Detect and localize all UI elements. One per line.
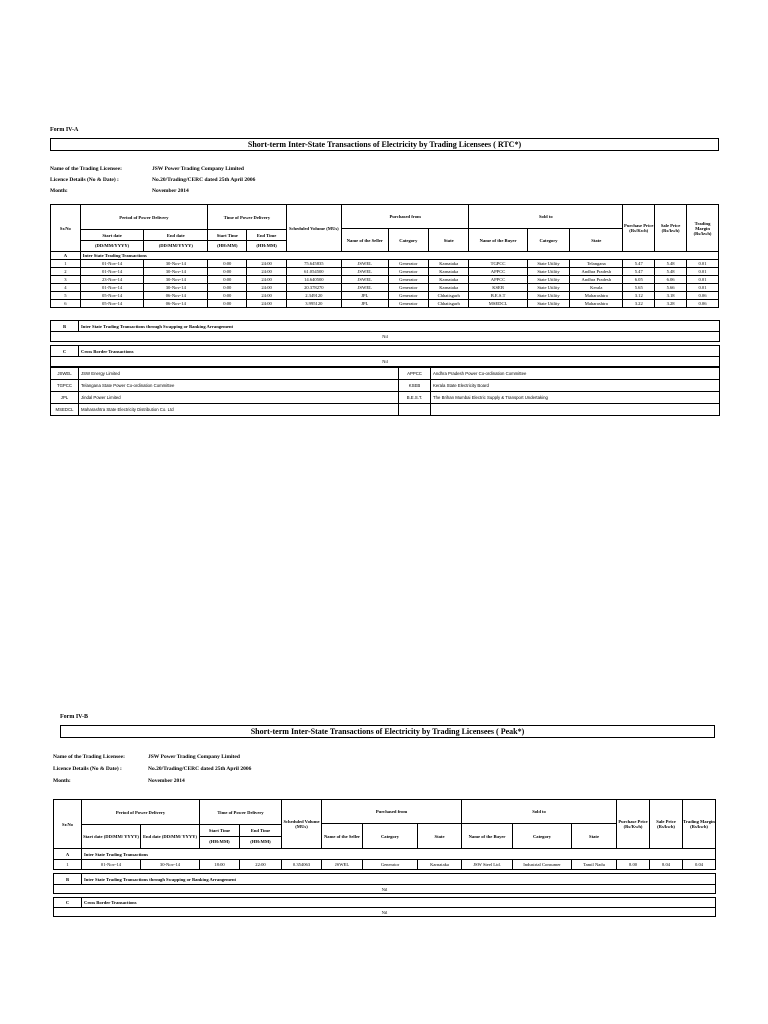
cell-purchase-price: 8.00 [617, 860, 650, 870]
cell-end-date: 30-Nov-14 [144, 284, 208, 292]
cell-sale-price: 5.48 [655, 260, 687, 268]
abbr-code: JSWEL [51, 368, 79, 380]
cell-start-time: 0:00 [208, 284, 247, 292]
header-category-2: Category [513, 824, 572, 849]
cell-end-date: 06-Nov-14 [144, 300, 208, 308]
cell-buyer-name: MSEDCL [469, 300, 527, 308]
cell-buyer-category: Industrial Consumer [513, 860, 572, 870]
header-sold-to: Sold to [469, 205, 623, 229]
cell-start-date: 05-Nov-14 [80, 292, 144, 300]
abbreviation-table [50, 367, 720, 416]
cell-sale-price: 3.18 [655, 292, 687, 300]
cell-trading-margin: 0.01 [687, 284, 719, 292]
cell-seller-name: JPL [341, 300, 388, 308]
cell-seller-category: Generator [388, 276, 428, 284]
cell-trading-margin: 0.04 [683, 860, 716, 870]
cell-buyer-name: KSEB [469, 284, 527, 292]
form-b-id: Form IV-B [60, 714, 89, 720]
cell-scheduled-volume: 14.640500 [286, 276, 341, 284]
info-label: Licence Details (No & Date) : [50, 177, 119, 183]
header-sr-no: Sr.No [54, 800, 82, 849]
cell-end-date: 06-Nov-14 [144, 292, 208, 300]
section-a-label: Inter State Trading Transactions [82, 849, 716, 860]
cell-buyer-state: Tamil Nadu [572, 860, 617, 870]
section-b-nil: Nil [51, 332, 720, 342]
info-label: Licence Details (No & Date) : [53, 766, 122, 772]
header-seller-name: Name of the Seller [341, 229, 388, 252]
info-value: November 2014 [152, 188, 189, 194]
header-end-date: End date (DD/MM/ YYYY) [141, 825, 200, 849]
header-start-time [208, 230, 247, 252]
cell-end-time: 24:00 [247, 260, 286, 268]
start-time-format: (HH:MM) [208, 240, 246, 250]
cell-start-date: 01-Nov-14 [80, 260, 144, 268]
cell-seller-state: Karnataka [429, 268, 469, 276]
cell-buyer-category: State Utility [527, 300, 569, 308]
section-b-id: B [51, 321, 79, 332]
header-purchase-price: Purchase Price (Rs/Kwh) [623, 205, 655, 252]
cell-seller-name: JSWEL [341, 268, 388, 276]
abbr-code: JPL [51, 392, 79, 404]
form-a-rows [51, 260, 719, 308]
header-buyer-name: Name of the Buyer [469, 229, 527, 252]
end-time-format: (HH:MM) [247, 240, 285, 250]
abbr-meaning: Jindal Power Limited [79, 392, 399, 404]
section-c-nil: Nil [54, 908, 716, 917]
cell-end-time: 22:00 [240, 860, 282, 870]
abbr-code: APPCC [399, 368, 431, 380]
cell-seller-category: Generator [388, 284, 428, 292]
info-value: JSW Power Trading Company Limited [152, 166, 244, 172]
form-b-rows [54, 860, 716, 870]
info-label: Month: [50, 188, 68, 194]
form-a-section-b [50, 320, 720, 342]
cell-buyer-name: APPCC [469, 268, 527, 276]
cell-start-date: 01-Nov-14 [82, 860, 141, 870]
cell-trading-margin: 0.01 [687, 276, 719, 284]
end-time-label: End Time [256, 233, 277, 238]
form-b-title: Short-term Inter-State Transactions of Electricity by Trading Licensees ( Peak*) [60, 725, 715, 738]
abbr-meaning: Andhra Pradesh Power Co-ordination Committee [431, 368, 720, 380]
cell-start-date: 01-Nov-14 [80, 284, 144, 292]
header-category-2: Category [527, 229, 569, 252]
table-row [51, 292, 719, 300]
cell-trading-margin: 0.01 [687, 260, 719, 268]
cell-sr-no: 4 [51, 284, 81, 292]
header-sold-to: Sold to [462, 800, 617, 824]
section-c-id: C [51, 346, 79, 357]
header-end-date [144, 230, 208, 252]
abbreviation-row [51, 392, 720, 404]
cell-end-date: 30-Nov-14 [144, 276, 208, 284]
cell-seller-state: Karnataka [429, 260, 469, 268]
end-date-format: (DD/MM/YYYY) [144, 240, 207, 250]
cell-buyer-category: State Utility [527, 284, 569, 292]
info-label: Month: [53, 778, 71, 784]
cell-start-time: 18:00 [200, 860, 240, 870]
header-state-2: State [572, 824, 617, 849]
cell-scheduled-volume: 0.354063 [282, 860, 322, 870]
header-trading-margin: Trading Margin (Rs/kwh) [683, 800, 716, 849]
cell-seller-name: JSWEL [341, 260, 388, 268]
abbr-code: B.E.S.T. [399, 392, 431, 404]
abbr-code: KSEB [399, 380, 431, 392]
info-label: Name of the Trading Licensee: [50, 166, 122, 172]
info-value: No.20/Trading/CERC dated 25th April 2006 [152, 177, 256, 183]
header-sale-price: Sale Price (Rs/kwh) [650, 800, 683, 849]
section-b-label: Inter State Trading Transactions through Swapping or Banking Arrangement [79, 321, 720, 332]
cell-seller-name: JSWEL [341, 284, 388, 292]
header-trading-margin: Trading Margin (Rs/kwh) [687, 205, 719, 252]
cell-buyer-category: State Utility [527, 276, 569, 284]
form-a-id: Form IV-A [50, 127, 79, 133]
abbreviation-rows [51, 368, 720, 416]
header-purchased-from: Purchased from [322, 800, 462, 824]
cell-sale-price: 6.06 [655, 276, 687, 284]
cell-seller-category: Generator [388, 268, 428, 276]
start-date-label: Start date [102, 233, 122, 238]
cell-seller-state: Karnataka [429, 284, 469, 292]
cell-sr-no: 3 [51, 276, 81, 284]
cell-sale-price: 5.66 [655, 284, 687, 292]
cell-buyer-state: Telangana [570, 260, 623, 268]
cell-buyer-name: JSW Steel Ltd. [462, 860, 513, 870]
cell-start-time: 0:00 [208, 260, 247, 268]
header-purchase-price: Purchase Price (Rs/Kwh) [617, 800, 650, 849]
cell-scheduled-volume: 75.645835 [286, 260, 341, 268]
start-date-format: (DD/MM/YYYY) [81, 240, 144, 250]
header-time: Time of Power Delivery [200, 800, 282, 825]
cell-seller-state: Karnataka [429, 276, 469, 284]
abbr-code: MSEDCL [51, 404, 79, 416]
abbr-meaning: The Brihan Mumbai Electric Supply & Transport Undertaking [431, 392, 720, 404]
cell-end-date: 30-Nov-14 [144, 260, 208, 268]
abbr-meaning: Telangana State Power Co-ordination Committee [79, 380, 399, 392]
section-a-label: Inter State Trading Transactions [80, 252, 718, 260]
cell-buyer-name: APPCC [469, 276, 527, 284]
abbr-meaning: Maharashtra State Electricity Distribution Co. Ltd [79, 404, 399, 416]
cell-sr-no: 1 [51, 260, 81, 268]
abbr-code: TGPCC [51, 380, 79, 392]
section-a-id: A [51, 252, 81, 260]
cell-purchase-price: 6.05 [623, 276, 655, 284]
header-purchased-from: Purchased from [341, 205, 468, 229]
table-row [51, 276, 719, 284]
section-a-id: A [54, 849, 82, 860]
cell-start-date: 23-Nov-14 [80, 276, 144, 284]
cell-seller-state: Chhatisgarh [429, 300, 469, 308]
section-c-nil: Nil [51, 357, 720, 367]
header-end-time [247, 230, 286, 252]
header-volume: Scheduled Volume (MUs) [286, 205, 341, 252]
cell-trading-margin: 0.06 [687, 292, 719, 300]
header-seller-name: Name of the Seller [322, 824, 363, 849]
cell-seller-category: Generator [388, 260, 428, 268]
header-end-time [240, 825, 282, 849]
cell-buyer-state: Kerala [570, 284, 623, 292]
cell-end-date: 30-Nov-14 [141, 860, 200, 870]
cell-buyer-category: State Utility [527, 260, 569, 268]
cell-seller-name: JPL [341, 292, 388, 300]
cell-scheduled-volume: 61.054500 [286, 268, 341, 276]
section-b-nil: Nil [54, 885, 716, 894]
cell-seller-category: Generator [388, 292, 428, 300]
cell-buyer-name: TGPCC [469, 260, 527, 268]
cell-start-date: 05-Nov-14 [80, 300, 144, 308]
cell-buyer-state: Maharashtra [570, 300, 623, 308]
abbreviation-row [51, 368, 720, 380]
cell-seller-state: Karnataka [418, 860, 462, 870]
cell-purchase-price: 3.12 [623, 292, 655, 300]
section-c-label: Cross Border Transactions [79, 346, 720, 357]
cell-scheduled-volume: 20.378270 [286, 284, 341, 292]
section-b-id: B [54, 874, 82, 885]
header-time: Time of Power Delivery [208, 205, 287, 230]
header-state: State [429, 229, 469, 252]
abbr-meaning: JSW Energy Limited [79, 368, 399, 380]
abbr-code [399, 404, 431, 416]
cell-seller-name: JSWEL [322, 860, 363, 870]
cell-trading-margin: 0.01 [687, 268, 719, 276]
cell-seller-category: Generator [363, 860, 418, 870]
header-category: Category [388, 229, 428, 252]
header-buyer-name: Name of the Buyer [462, 824, 513, 849]
cell-end-time: 24:00 [247, 292, 286, 300]
cell-end-time: 24:00 [247, 300, 286, 308]
cell-sale-price: 8.04 [650, 860, 683, 870]
header-sr-no: Sr.No [51, 205, 81, 252]
cell-start-time: 0:00 [208, 276, 247, 284]
header-state-2: State [570, 229, 623, 252]
table-row [51, 268, 719, 276]
start-time-format: (HH:MM) [200, 836, 239, 847]
header-period: Period of Power Delivery [82, 800, 200, 825]
header-period: Period of Power Delivery [80, 205, 207, 230]
table-row [51, 284, 719, 292]
header-start-date [80, 230, 144, 252]
cell-buyer-state: Andhra Pradesh [570, 276, 623, 284]
abbreviation-row [51, 380, 720, 392]
table-row [54, 860, 716, 870]
header-start-time [200, 825, 240, 849]
form-a-info [50, 164, 255, 197]
info-value: JSW Power Trading Company Limited [148, 754, 240, 760]
info-label: Name of the Trading Licensee: [53, 754, 125, 760]
header-start-date: Start date (DD/MM/ YYYY) [82, 825, 141, 849]
cell-end-date: 30-Nov-14 [144, 268, 208, 276]
form-b-info [53, 751, 251, 787]
end-time-format: (HH:MM) [240, 836, 281, 847]
header-category: Category [363, 824, 418, 849]
cell-sale-price: 5.48 [655, 268, 687, 276]
cell-end-time: 24:00 [247, 276, 286, 284]
header-sale-price: Sale Price (Rs/kwh) [655, 205, 687, 252]
form-a-section-c [50, 345, 720, 367]
section-c-id: C [54, 898, 82, 908]
cell-sale-price: 3.28 [655, 300, 687, 308]
cell-scheduled-volume: 3.995120 [286, 300, 341, 308]
start-time-label: Start Time [216, 233, 238, 238]
end-date-label: End date [166, 233, 185, 238]
cell-sr-no: 2 [51, 268, 81, 276]
cell-purchase-price: 3.22 [623, 300, 655, 308]
cell-purchase-price: 5.47 [623, 268, 655, 276]
cell-end-time: 24:00 [247, 268, 286, 276]
cell-sr-no: 1 [54, 860, 82, 870]
cell-scheduled-volume: 2.349120 [286, 292, 341, 300]
cell-buyer-name: B.E.S.T [469, 292, 527, 300]
header-volume: Scheduled Volume (MUs) [282, 800, 322, 849]
end-time-label: End Time [250, 828, 271, 833]
cell-start-time: 0:00 [208, 292, 247, 300]
cell-sr-no: 6 [51, 300, 81, 308]
cell-end-time: 24:00 [247, 284, 286, 292]
cell-start-time: 0:00 [208, 300, 247, 308]
table-row [51, 260, 719, 268]
cell-sr-no: 5 [51, 292, 81, 300]
header-state: State [418, 824, 462, 849]
abbreviation-row [51, 404, 720, 416]
cell-start-time: 0:00 [208, 268, 247, 276]
section-b-label: Inter State Trading Transactions through Swapping or Banking Arrangement [82, 874, 716, 885]
cell-purchase-price: 5.65 [623, 284, 655, 292]
info-value: November 2014 [148, 778, 185, 784]
cell-purchase-price: 5.47 [623, 260, 655, 268]
cell-start-date: 01-Nov-14 [80, 268, 144, 276]
cell-buyer-state: Andhra Pradesh [570, 268, 623, 276]
abbr-meaning: Kerala State Electricity Board [431, 380, 720, 392]
cell-seller-category: Generator [388, 300, 428, 308]
form-a-title: Short-term Inter-State Transactions of Electricity by Trading Licensees ( RTC*) [50, 138, 719, 151]
info-value: No.20/Trading/CERC dated 25th April 2006 [148, 766, 252, 772]
start-time-label: Start Time [208, 828, 231, 833]
cell-buyer-state: Maharashtra [570, 292, 623, 300]
cell-seller-name: JSWEL [341, 276, 388, 284]
cell-trading-margin: 0.06 [687, 300, 719, 308]
form-b-table [53, 799, 716, 917]
cell-buyer-category: State Utility [527, 292, 569, 300]
section-c-label: Cross Border Transactions [82, 898, 716, 908]
form-a-table [50, 204, 719, 308]
table-row [51, 300, 719, 308]
cell-buyer-category: State Utility [527, 268, 569, 276]
abbr-meaning [431, 404, 720, 416]
cell-seller-state: Chhatisgarh [429, 292, 469, 300]
